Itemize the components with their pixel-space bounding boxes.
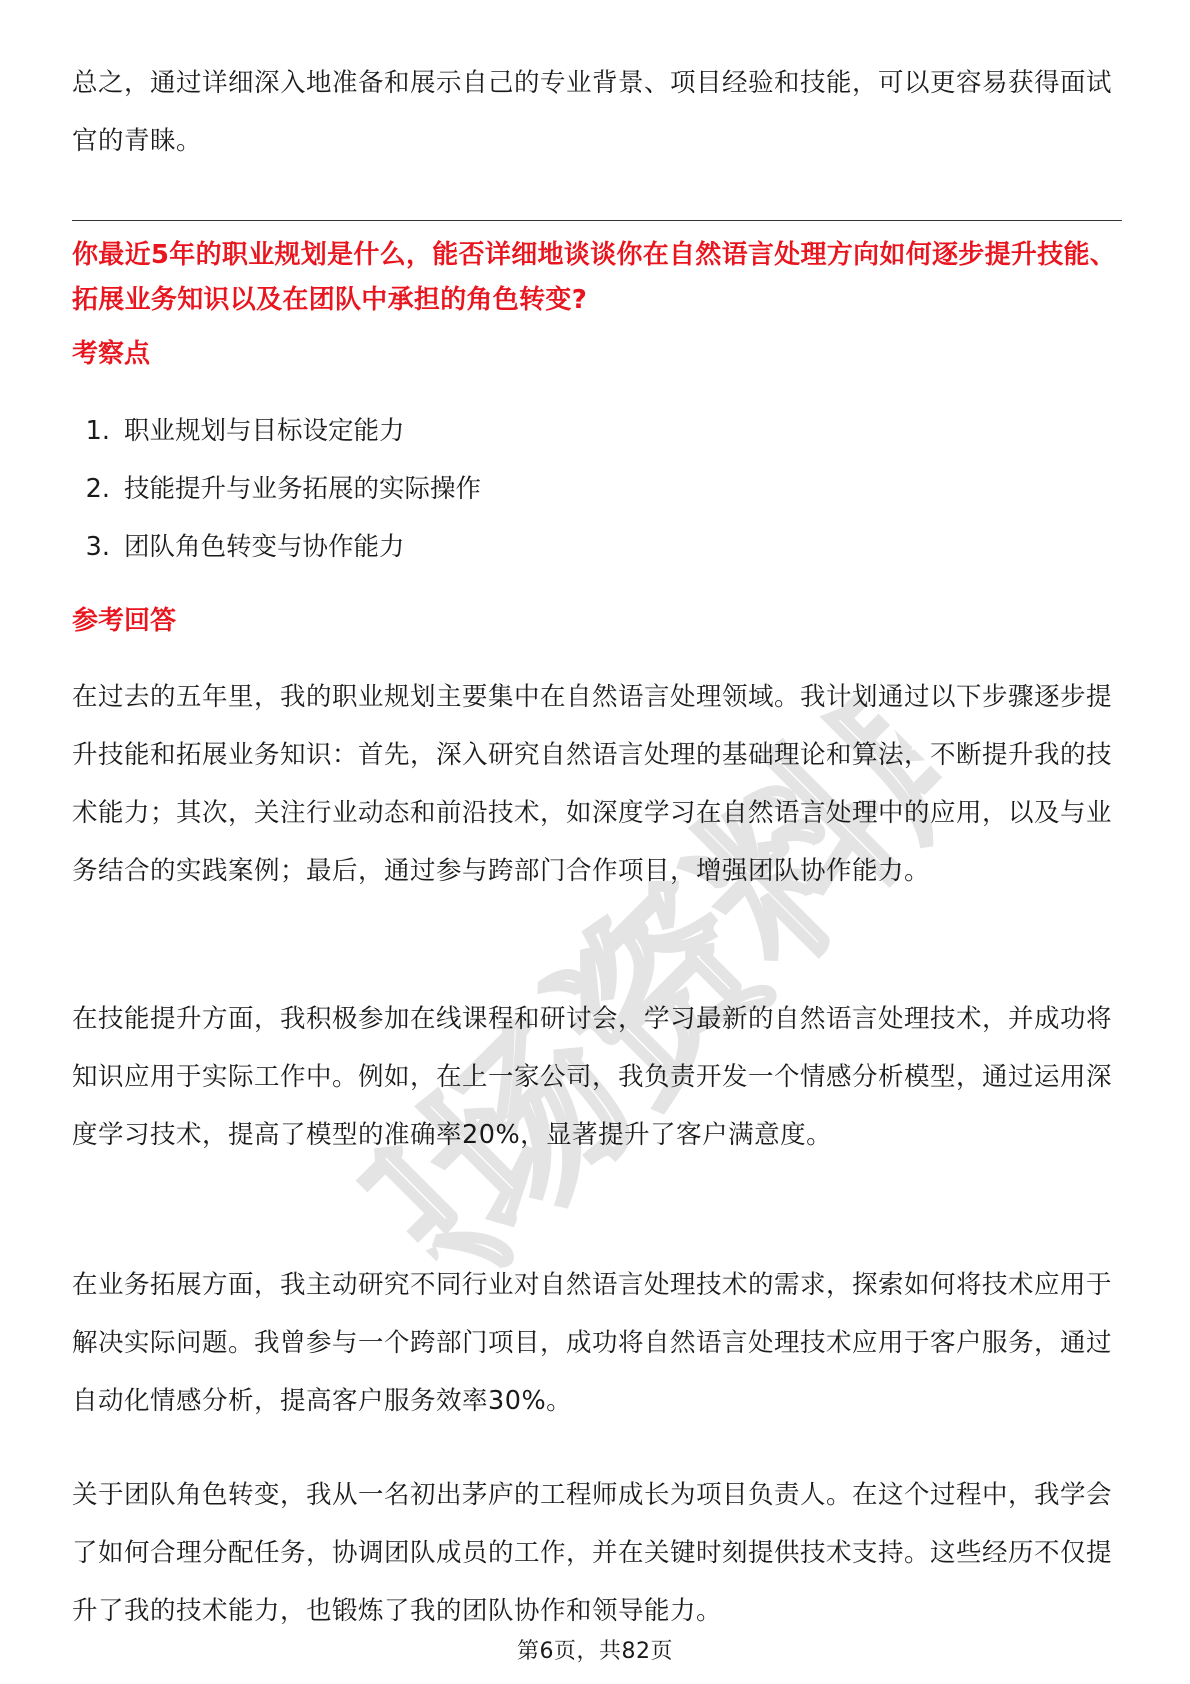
answer-paragraph: 在业务拓展方面，我主动研究不同行业对自然语言处理技术的需求，探索如何将技术应用于解决实际问题。我曾参与一个跨部门项目，成功将自然语言处理技术应用于客户服务，通过自动化情感分析，提高客户服务效率30%。 bbox=[72, 1270, 1113, 1416]
list-item-text: 职业规划与目标设定能力 bbox=[124, 416, 405, 446]
answer-paragraph: 在过去的五年里，我的职业规划主要集中在自然语言处理领域。我计划通过以下步骤逐步提升技能和拓展业务知识：首先，深入研究自然语言处理的基础理论和算法，不断提升我的技术能力；其次，关注行业动态和前沿技术，如深度学习在自然语言处理中的应用，以及与业务结合的实践案例；最后，通过参与跨部门合作项目，增强团队协作能力。 bbox=[72, 682, 1113, 886]
section-divider bbox=[72, 220, 1122, 221]
answer-paragraph: 在技能提升方面，我积极参加在线课程和研讨会，学习最新的自然语言处理技术，并成功将知识应用于实际工作中。例如，在上一家公司，我负责开发一个情感分析模型，通过运用深度学习技术，提高了模型的准确率20%，显著提升了客户满意度。 bbox=[72, 1004, 1113, 1150]
page-number: 第6页，共82页 bbox=[517, 1639, 673, 1664]
focus-points-list bbox=[72, 402, 481, 576]
list-item-number: 2. bbox=[85, 474, 110, 504]
list-item-number: 3. bbox=[85, 532, 110, 562]
intro-paragraph: 总之，通过详细深入地准备和展示自己的专业背景、项目经验和技能，可以更容易获得面试官的青睐。 bbox=[72, 68, 1113, 156]
list-item-number: 1. bbox=[85, 416, 110, 446]
list-item bbox=[72, 460, 481, 518]
focus-heading: 考察点 bbox=[72, 339, 151, 369]
answer-heading: 参考回答 bbox=[72, 606, 177, 636]
answer-paragraph: 关于团队角色转变，我从一名初出茅庐的工程师成长为项目负责人。在这个过程中，我学会了如何合理分配任务，协调团队成员的工作，并在关键时刻提供技术支持。这些经历不仅提升了我的技术能力，也锻炼了我的团队协作和领导能力。 bbox=[72, 1480, 1113, 1626]
list-item bbox=[72, 518, 481, 576]
watermark-text: 职场资料库 bbox=[320, 650, 1000, 1330]
list-item-text: 技能提升与业务拓展的实际操作 bbox=[124, 474, 482, 504]
interview-question: 你最近5年的职业规划是什么，能否详细地谈谈你在自然语言处理方向如何逐步提升技能、拓展业务知识以及在团队中承担的角色转变? bbox=[72, 240, 1117, 315]
list-item-text: 团队角色转变与协作能力 bbox=[124, 532, 405, 562]
list-item bbox=[72, 402, 481, 460]
